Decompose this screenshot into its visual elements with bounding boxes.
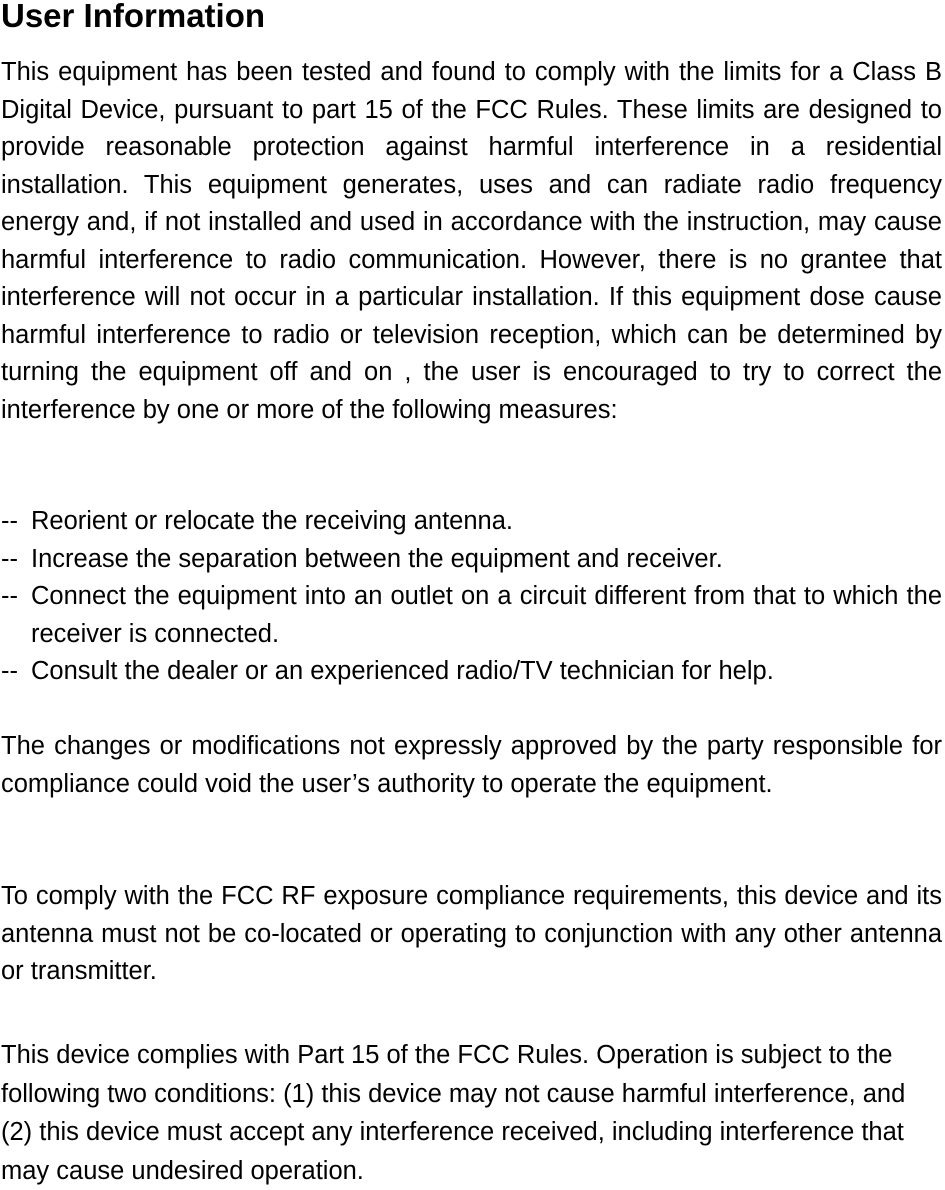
measure-text: Connect the equipment into an outlet on a circuit different from that to which the receiver is connected. (31, 582, 942, 648)
measure-item (1, 653, 942, 691)
measure-item (1, 541, 942, 579)
measure-text: Increase the separation between the equipment and receiver. (31, 544, 723, 573)
measure-item (1, 503, 942, 541)
part15-compliance-paragraph: This device complies with Part 15 of the FCC Rules. Operation is subject to the following two conditions: (1) this device may not cause harmful interference, and (2) this device must accept any interference received, including interference that may cause undesired operation. (1, 1041, 906, 1185)
measure-item (1, 578, 942, 653)
measure-text: Consult the dealer or an experienced radio/TV technician for help. (31, 657, 774, 685)
measure-dash: -- (1, 507, 18, 535)
intro-paragraph: This equipment has been tested and found to comply with the limits for a Class B Digital Device, pursuant to part 15 of the FCC Rules. These limits are designed to provide reasonable protection against harmful interference in a residential installation. This equipment generates, uses and can radiate radio frequency energy and, if not installed and used in accordance with the instruction, may cause harmful interference to radio communication. However, there is no grantee that interference will not occur in a particular installation. If this equipment dose cause harmful interference to radio or television reception, which can be determined by turning the equipment off and on , the user is encouraged to try to correct the interference by one or more of the following measures: (1, 58, 942, 424)
measure-dash: -- (1, 582, 18, 610)
measures-list (1, 503, 942, 691)
changes-warning-paragraph: The changes or modifications not expressly approved by the party responsible for compliance could void the user’s authority to operate the equipment. (1, 732, 942, 798)
measure-dash: -- (1, 544, 18, 573)
rf-exposure-paragraph: To comply with the FCC RF exposure compliance requirements, this device and its antenna must not be co-located or operating to conjunction with any other antenna or transmitter. (1, 882, 942, 985)
measure-text: Reorient or relocate the receiving antenna. (31, 507, 513, 535)
page-title: User Information (1, 0, 266, 34)
measure-dash: -- (1, 657, 18, 685)
